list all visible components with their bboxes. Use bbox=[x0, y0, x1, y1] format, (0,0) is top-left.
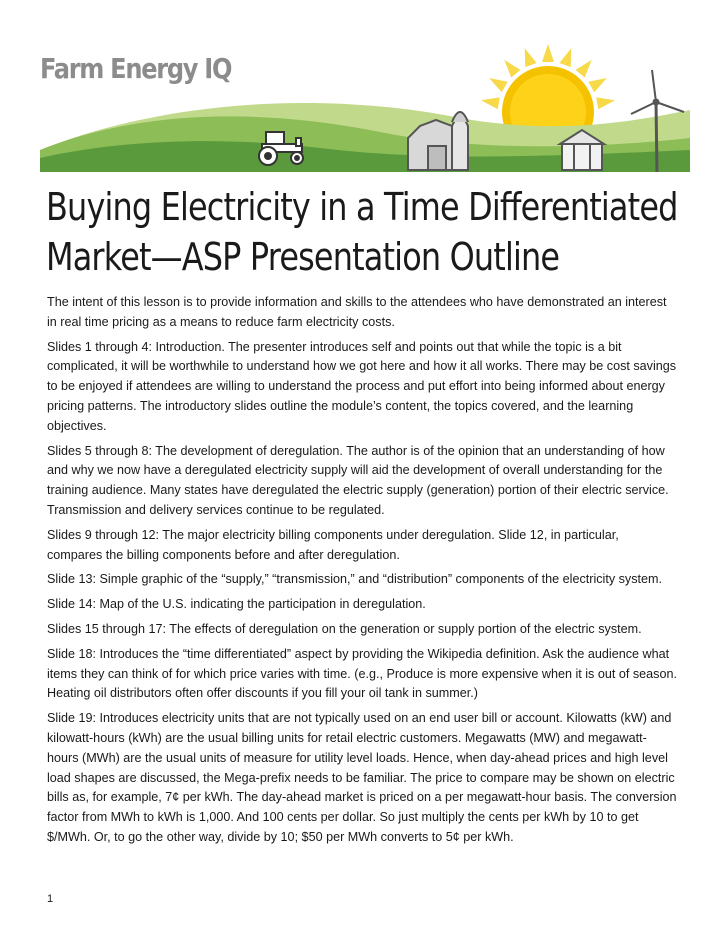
slides-1-4-paragraph: Slides 1 through 4: Introduction. The presenter introduces self and points out that while the topic is a bit complicated, it will be worthwhile to understand how we got here and how it all works. There may be cost savings to be enjoyed if attendees are willing to understand the process and put effort into being informed about energy pricing patterns. The introductory slides outline the module’s content, the topics covered, and the learning objectives. bbox=[47, 339, 677, 433]
brand-logo: Farm Energy IQ bbox=[40, 52, 232, 85]
page-title bbox=[46, 182, 684, 282]
document-body bbox=[47, 293, 677, 853]
intro-paragraph: The intent of this lesson is to provide information and skills to the attendees who have demonstrated an interest in real time pricing as a means to reduce farm electricity costs. bbox=[47, 295, 667, 329]
page-title-line-2: Market—ASP Presentation Outline bbox=[46, 235, 560, 279]
page-title-line-1: Buying Electricity in a Time Differentiated bbox=[46, 185, 678, 229]
farm-banner-illustration bbox=[0, 0, 720, 180]
slides-5-8-paragraph: Slides 5 through 8: The development of deregulation. The author is of the opinion that an understanding of how and why we now have a deregulated electricity supply will aid the development of overall understanding for the training audience. Many states have deregulated the electric supply (generation) portion of their electric service. Transmission and delivery services continue to be regulated. bbox=[47, 443, 669, 517]
slide-14-paragraph: Slide 14: Map of the U.S. indicating the participation in deregulation. bbox=[47, 597, 426, 612]
slide-13-paragraph: Slide 13: Simple graphic of the “supply,” “transmission,” and “distribution” components of the electricity system. bbox=[47, 572, 663, 587]
slide-19-paragraph: Slide 19: Introduces electricity units that are not typically used on an end user bill or account. Kilowatts (kW) and kilowatt-hours (kWh) are the usual billing units for retail electric customers. Megawatts (MW) and megawatt-hours (MWh) are the usual units of measure for utility level loads. Hence, when day-ahead prices and high level load shapes are discussed, the Mega-prefix needs to be familiar. The price to compare may be shown on electric bills as, for example, 7¢ per kWh. The day-ahead market is priced on a per megawatt-hour basis. The conversion factor from MWh to kWh is 1,000. And 100 cents per dollar. So just multiply the cents per kWh by 10 to get $/MWh. Or, to go the other way, divide by 10; $50 per MWh converts to 5¢ per kWh. bbox=[47, 711, 677, 844]
slide-18-paragraph: Slide 18: Introduces the “time differentiated” aspect by providing the Wikipedia definition. Ask the audience what items they can think of for which price varies with time. (e.g., Produce is more expensive when it is out of season. Heating oil distributors often offer discounts if you fill your oil tank in summer.) bbox=[47, 646, 677, 701]
slides-9-12-paragraph: Slides 9 through 12: The major electricity billing components under deregulation. Slide 12, in particular, compares the billing components before and after deregulation. bbox=[47, 527, 619, 562]
page-number: 1 bbox=[47, 893, 54, 905]
slides-15-17-paragraph: Slides 15 through 17: The effects of deregulation on the generation or supply portion of the electric system. bbox=[47, 621, 642, 636]
